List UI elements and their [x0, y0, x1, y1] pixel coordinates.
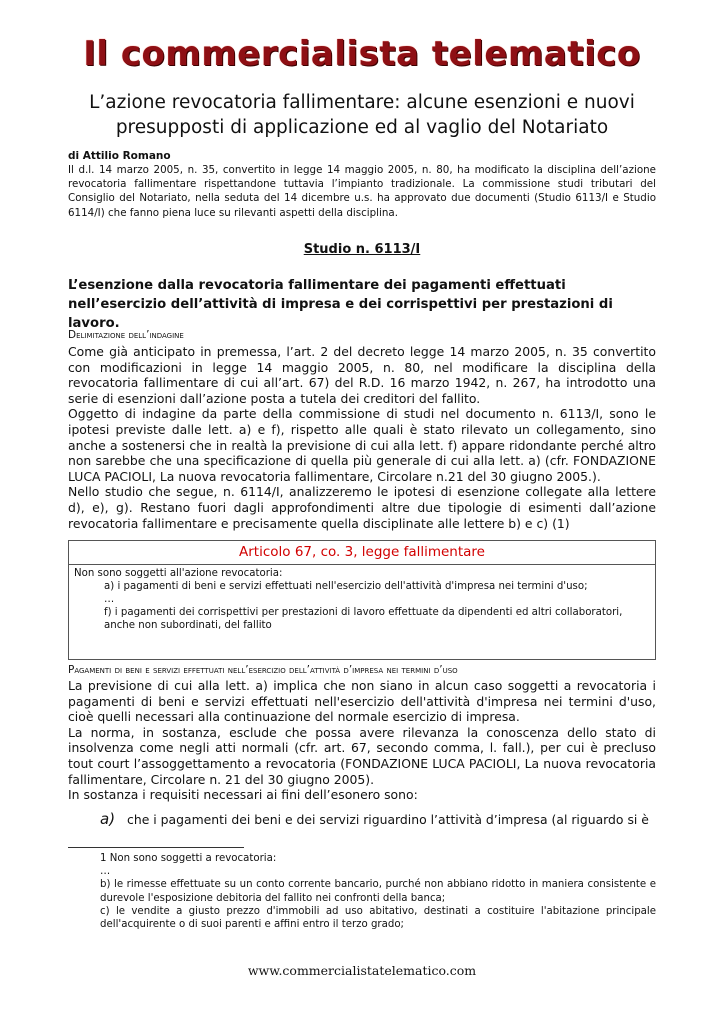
law-article-title: Articolo 67, co. 3, legge fallimentare — [69, 541, 655, 565]
paragraph: Oggetto di indagine da parte della commissione di studi nel documento n. 6113/I, sono le ipotesi previste dalle lett. a) e f), rispetto alle quali è stato rilevato un collegamento, sino anche a sostenersi che in realtà la previsione di cui alla lett. f) appare ridondante perché altro non sarebbe che una specificazione di quella più generale di cui alla lett. a) (cfr. FONDAZIONE LUCA PACIOLI, La nuova revocatoria fallimentare, Circolare n.21 del 30 giugno 2005.). — [68, 406, 656, 484]
footnote-separator — [68, 847, 244, 848]
law-ellipsis: … — [104, 594, 115, 605]
footnote-line: 1 Non sono soggetti a revocatoria: — [100, 853, 277, 864]
paragraph: La norma, in sostanza, esclude che possa avere rilevanza la conoscenza dello stato di insolvenza come negli atti normali (cfr. art. 67, secondo comma, l. fall.), per cui è precluso tout court l’assoggettamento a revocatoria (FONDAZIONE LUCA PACIOLI, La nuova revocatoria fallimentare, Circolare n. 21 del 30 giugno 2005). — [68, 724, 656, 787]
law-article-text — [69, 565, 655, 634]
law-article-box — [68, 540, 656, 660]
paragraph: La previsione di cui alla lett. a) implica che non siano in alcun caso soggetti a revocatoria i pagamenti di beni e servizi effettuati nell'esercizio dell'attività d'impresa nei termini d'uso, cioè quelli necessari alla continuazione del normale esercizio di impresa. — [68, 678, 656, 725]
study-heading: Studio n. 6113/I — [303, 242, 421, 257]
requirement-item-a — [100, 812, 656, 828]
author-byline: di Attilio Romano — [68, 150, 171, 162]
footnote — [100, 852, 656, 931]
requirement-text: che i pagamenti dei beni e dei servizi riguardino l’attività d’impresa (al riguardo si è — [127, 812, 649, 827]
article-title: L’azione revocatoria fallimentare: alcune esenzioni e nuovi presupposti di applicazione ed al vaglio del Notariato — [89, 92, 635, 138]
footnote-line: c) le vendite a giusto prezzo d'immobili ad uso abitativo, destinati a costituire l'abitazione principale dell'acquirente o di suoi parenti e affini entro il terzo grado; — [100, 905, 656, 931]
study-subtitle: L’esenzione dalla revocatoria fallimentare dei pagamenti effettuati nell’esercizio dell’attività di impresa e dei corrispettivi per prestazioni di lavoro. — [68, 278, 613, 331]
site-logo-title: Il commercialista telematico — [83, 34, 641, 74]
footnote-line: b) le rimesse effettuate su un conto corrente bancario, purché non abbiano ridotto in maniera consistente e durevole l'esposizione debitoria del fallito nei confronti della banca; — [100, 879, 656, 904]
requirement-letter: a) — [100, 810, 116, 828]
section-body-pagamenti — [68, 678, 656, 803]
paragraph: In sostanza i requisiti necessari ai fini dell’esonero sono: — [68, 787, 418, 803]
paragraph: Come già anticipato in premessa, l’art. 2 del decreto legge 14 marzo 2005, n. 35 convertito con modificazioni in legge 14 maggio 2005, n. 80, nel modificare la disciplina della revocatoria fallimentare di cui all’art. 67) del R.D. 16 marzo 1942, n. 267, ha introdotto una serie di esenzioni dall’azione posta a tutela dei creditori del fallito. — [68, 344, 656, 406]
law-item-a: a) i pagamenti di beni e servizi effettuati nell'esercizio dell'attività d'impresa nei termini d'uso; — [104, 581, 588, 592]
section-heading-pagamenti: Pagamenti di beni e servizi effettuati nell’esercizio dell’attività d’impresa nei termini d’uso — [68, 664, 458, 676]
law-item-f: f) i pagamenti dei corrispettivi per prestazioni di lavoro effettuate da dipendenti ed altri collaboratori, anche non subordinati, del fallito — [104, 607, 623, 631]
law-article-intro: Non sono soggetti all'azione revocatoria: — [74, 568, 283, 579]
section-heading-delimitazione: Delimitazione dell’indagine — [68, 329, 184, 341]
footer-url: www.commercialistatelematico.com — [247, 963, 477, 978]
intro-paragraph: Il d.l. 14 marzo 2005, n. 35, convertito in legge 14 maggio 2005, n. 80, ha modificato la disciplina dell’azione revocatoria fallimentare rispettandone tuttavia l’impianto tradizionale. La commissione studi tributari del Consiglio del Notariato, nella seduta del 14 dicembre u.s. ha approvato due documenti (Studio 6113/I e Studio 6114/I) che fanno piena luce su rilevanti aspetti della disciplina. — [68, 164, 656, 219]
footnote-line: … — [100, 866, 111, 878]
section-body-delimitazione — [68, 344, 656, 531]
paragraph: Nello studio che segue, n. 6114/I, analizzeremo le ipotesi di esenzione collegate alla lettere d), e), g). Restano fuori dagli approfondimenti altre due tipologie di esimenti dall’azione revocatoria fallimentare e precisamente quella disciplinate alle lettere b) e c) (1) — [68, 484, 656, 531]
